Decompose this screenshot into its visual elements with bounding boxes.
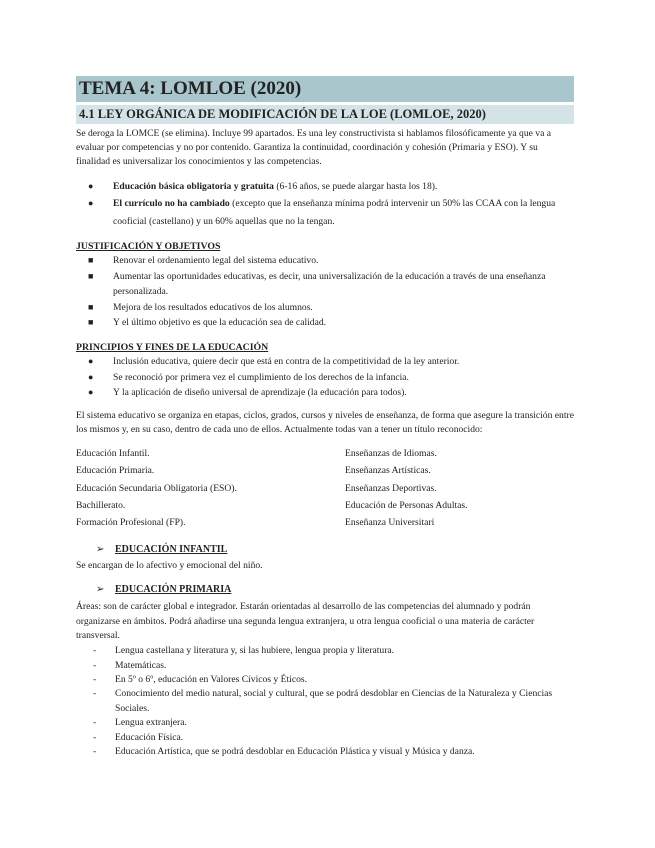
dash-icon: - xyxy=(93,717,97,729)
arrow-right-icon: ➢ xyxy=(96,544,105,556)
arrow-right-icon: ➢ xyxy=(96,584,105,596)
document-page xyxy=(76,76,574,759)
bullet-square-icon: ■ xyxy=(88,270,94,281)
bullet-dot-icon: ● xyxy=(88,356,94,367)
bullet-square-icon: ■ xyxy=(88,255,94,266)
list-item: ■ Renovar el ordenamiento legal del sistema educativo. xyxy=(76,253,574,269)
list-item: ● El currículo no ha cambiado (excepto que la enseñanza mínima podrá intervenir un 50% las CCAA con la lengua cooficial (castellano) y un 60% aquellas que no la tengan. xyxy=(76,195,574,230)
list-item: ■ Aumentar las oportunidades educativas, es decir, una universalización de la educación a través de una enseñanza personalizada. xyxy=(88,270,546,298)
etapas-left-column xyxy=(76,445,345,531)
list-item: Educación Infantil. xyxy=(76,448,150,460)
sistema-paragraph: El sistema educativo se organiza en etapas, ciclos, grados, cursos y niveles de enseñanza, de forma que asegure la transición entre los mismos y, en su caso, dentro de cada uno de ellos. Actualmente todas van a tener un título reconocido: xyxy=(76,409,574,436)
list-item: ● Se reconoció por primera vez el cumplimiento de los derechos de la infancia. xyxy=(76,370,574,386)
list-item: - Matemáticas. xyxy=(76,659,574,673)
list-item: - Lengua extranjera. xyxy=(76,716,574,730)
primaria-paragraph: Áreas: son de carácter global e integrador. Estarán orientadas al desarrollo de las competencias del alumnado y podrán organizarse en ámbitos. Podrá añadirse una segunda lengua extranjera, u otra lengua cooficial o una materia de carácter transversal. xyxy=(76,601,535,641)
dash-icon: - xyxy=(93,688,97,700)
primaria-heading: ➢ EDUCACIÓN PRIMARIA xyxy=(96,584,232,596)
dash-icon: - xyxy=(93,673,97,685)
primaria-list xyxy=(76,644,574,759)
bullet-square-icon: ■ xyxy=(88,301,94,312)
principios-heading: PRINCIPIOS Y FINES DE LA EDUCACIÓN xyxy=(76,342,269,354)
list-item: ● Y la aplicación de diseño universal de aprendizaje (la educación para todos). xyxy=(76,385,574,401)
list-item: ■ Mejora de los resultados educativos de los alumnos. xyxy=(76,300,574,316)
list-item: - Lengua castellana y literatura y, si las hubiere, lengua propia y literatura. xyxy=(76,644,574,658)
etapas-columns xyxy=(76,445,574,531)
dash-icon: - xyxy=(93,745,97,757)
list-item: - Conocimiento del medio natural, social y cultural, que se podrá desdoblar en Ciencias de la Naturaleza y Ciencias Sociales. xyxy=(93,688,553,714)
list-item: Formación Profesional (FP). xyxy=(76,517,186,529)
principios-list xyxy=(76,354,574,401)
intro-paragraph: Se deroga la LOMCE (se elimina). Incluye 99 apartados. Es una ley constructivista si hablamos filosóficamente ya que va a evaluar por competencias y no por contenido. Garantiza la continuidad, coordinación y cohesión (Primaria y ESO). Y su finalidad es universalizar los conocimientos y las competencias. xyxy=(76,128,552,168)
justificacion-heading: JUSTIFICACIÓN Y OBJETIVOS xyxy=(76,241,221,253)
bullet-dot-icon: ● xyxy=(88,180,94,191)
list-item: Enseñanza Universitari xyxy=(345,517,435,529)
list-item: Educación Primaria. xyxy=(76,465,155,477)
dash-icon: - xyxy=(93,659,97,671)
page-title: TEMA 4: LOMLOE (2020) xyxy=(76,76,574,102)
etapas-right-column xyxy=(345,445,468,531)
list-item: ● Educación básica obligatoria y gratuita (6-16 años, se puede alargar hasta los 18). xyxy=(76,178,574,196)
list-item: Educación de Personas Adultas. xyxy=(345,499,468,511)
justificacion-list xyxy=(76,253,574,331)
section-heading-lomloe: 4.1 LEY ORGÁNICA DE MODIFICACIÓN DE LA LOE (LOMLOE, 2020) xyxy=(76,105,574,124)
list-item: Bachillerato. xyxy=(76,499,126,511)
list-item: - En 5º o 6º, educación en Valores Cívicos y Éticos. xyxy=(76,673,574,687)
list-item: Enseñanzas de Idiomas. xyxy=(345,448,437,460)
bullet-dot-icon: ● xyxy=(88,371,94,382)
list-item: Enseñanzas Deportivas. xyxy=(345,482,437,494)
list-item: - Educación Física. xyxy=(76,731,574,745)
list-item: Educación Secundaria Obligatoria (ESO). xyxy=(76,482,237,494)
list-item: Enseñanzas Artísticas. xyxy=(345,465,431,477)
list-item: - Educación Artística, que se podrá desdoblar en Educación Plástica y visual y Música y danza. xyxy=(76,745,574,759)
bullet-square-icon: ■ xyxy=(88,317,94,328)
dash-icon: - xyxy=(93,645,97,657)
bullet-dot-icon: ● xyxy=(88,198,94,209)
key-points-list xyxy=(76,178,574,231)
infantil-paragraph: Se encargan de lo afectivo y emocional del niño. xyxy=(76,560,263,572)
list-item: ■ Y el último objetivo es que la educación sea de calidad. xyxy=(76,315,574,331)
dash-icon: - xyxy=(93,731,97,743)
list-item: ● Inclusión educativa, quiere decir que está en contra de la competitividad de la ley anterior. xyxy=(76,354,574,370)
bullet-dot-icon: ● xyxy=(88,387,94,398)
infantil-heading: ➢ EDUCACIÓN INFANTIL xyxy=(96,544,228,556)
